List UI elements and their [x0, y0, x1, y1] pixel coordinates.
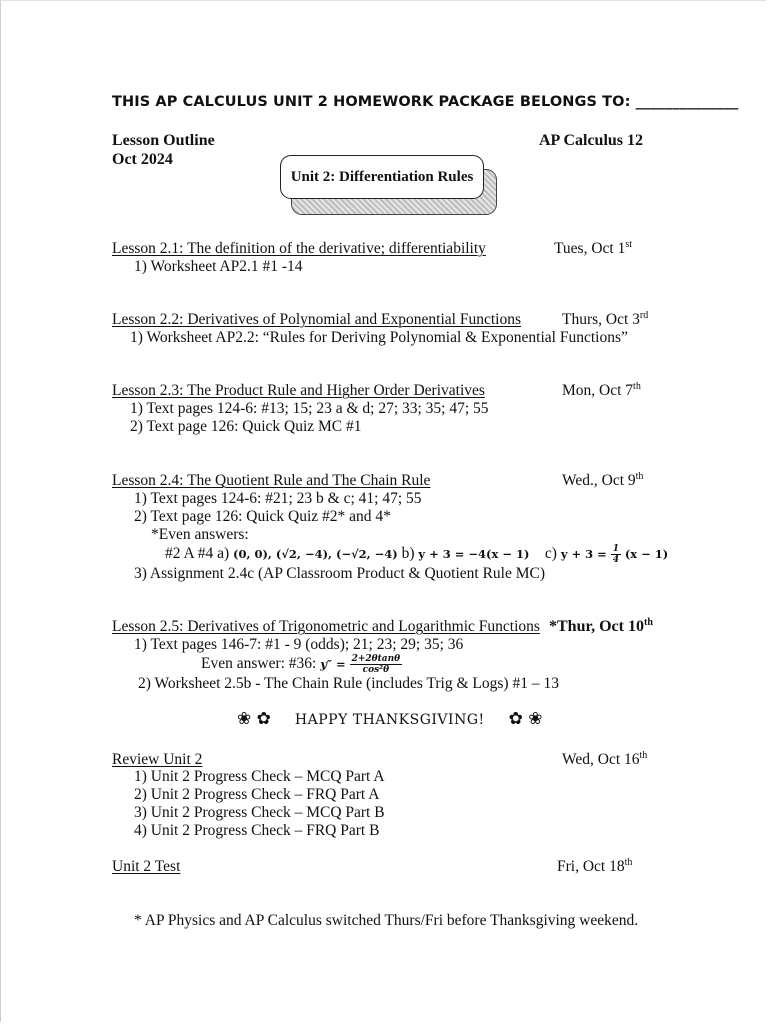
lesson-2-1-item-1: 1) Worksheet AP2.1 #1 -14	[134, 258, 303, 275]
even-answers-line: #2 A #4 a) (0, 0), (√2, −4), (−√2, −4) b) y + 3 = −4(x − 1) c) y + 3 = $\frac{1}{4}$ (x − 1)	[165, 544, 669, 565]
lesson-2-1-date: Tues, Oct 1st	[554, 239, 633, 257]
lesson-2-3-title: Lesson 2.3: The Product Rule and Higher Order Derivatives	[112, 382, 485, 399]
review-title: Review Unit 2	[112, 751, 203, 768]
leaf-icon: ✿ ❀	[508, 709, 543, 729]
lesson-2-4-title: Lesson 2.4: The Quotient Rule and The Chain Rule	[112, 472, 431, 489]
lesson-2-5-even-answer: Even answer: #36: y″ = $\frac{2+2\theta\tan\theta}{\text{cos²θ}}$	[201, 654, 401, 675]
lesson-2-5-date: *Thur, Oct 10th	[549, 617, 653, 635]
unit-title-box	[280, 155, 484, 199]
even-answers-label: *Even answers:	[151, 526, 249, 543]
review-item-1: 1) Unit 2 Progress Check – MCQ Part A	[134, 768, 385, 785]
lesson-2-5-title: Lesson 2.5: Derivatives of Trigonometric and Logarithmic Functions	[112, 618, 540, 635]
unit-title: Unit 2: Differentiation Rules	[290, 168, 474, 185]
lesson-2-4-item-3: 3) Assignment 2.4c (AP Classroom Product & Quotient Rule MC)	[134, 565, 546, 582]
test-date: Fri, Oct 18th	[557, 857, 633, 875]
course-name: AP Calculus 12	[539, 132, 644, 149]
holiday-banner	[237, 709, 543, 729]
outline-label: Lesson Outline	[112, 132, 215, 149]
lesson-2-2-item-1: 1) Worksheet AP2.2: “Rules for Deriving Polynomial & Exponential Functions”	[130, 329, 628, 346]
leaf-icon: ❀ ✿	[237, 709, 271, 729]
lesson-2-2-date: Thurs, Oct 3rd	[562, 310, 649, 328]
lesson-2-2-title: Lesson 2.2: Derivatives of Polynomial and Exponential Functions	[112, 311, 521, 328]
lesson-2-1-title: Lesson 2.1: The definition of the derivative; differentiability	[112, 240, 486, 257]
test-title: Unit 2 Test	[112, 858, 181, 875]
review-item-3: 3) Unit 2 Progress Check – MCQ Part B	[134, 804, 385, 821]
owner-line: THIS AP CALCULUS UNIT 2 HOMEWORK PACKAGE BELONGS TO: ______________	[112, 94, 739, 110]
review-date: Wed, Oct 16th	[562, 750, 648, 768]
outline-date: Oct 2024	[112, 151, 173, 168]
lesson-2-5-item-2: 2) Worksheet 2.5b - The Chain Rule (includes Trig & Logs) #1 – 13	[138, 675, 559, 692]
footnote: * AP Physics and AP Calculus switched Thurs/Fri before Thanksgiving weekend.	[134, 912, 639, 929]
review-item-4: 4) Unit 2 Progress Check – FRQ Part B	[134, 822, 380, 839]
lesson-2-5-item-1: 1) Text pages 146-7: #1 - 9 (odds); 21; 23; 29; 35; 36	[134, 636, 464, 653]
lesson-2-3-item-2: 2) Text page 126: Quick Quiz MC #1	[130, 418, 362, 435]
lesson-2-4-date: Wed., Oct 9th	[562, 471, 644, 489]
lesson-2-4-item-2: 2) Text page 126: Quick Quiz #2* and 4*	[134, 508, 391, 525]
lesson-2-3-date: Mon, Oct 7th	[562, 381, 641, 399]
holiday-text: HAPPY THANKSGIVING!	[294, 712, 485, 728]
review-item-2: 2) Unit 2 Progress Check – FRQ Part A	[134, 786, 380, 803]
lesson-2-3-item-1: 1) Text pages 124-6: #13; 15; 23 a & d; 27; 33; 35; 47; 55	[130, 400, 489, 417]
lesson-2-4-item-1: 1) Text pages 124-6: #21; 23 b & c; 41; 47; 55	[134, 490, 422, 507]
